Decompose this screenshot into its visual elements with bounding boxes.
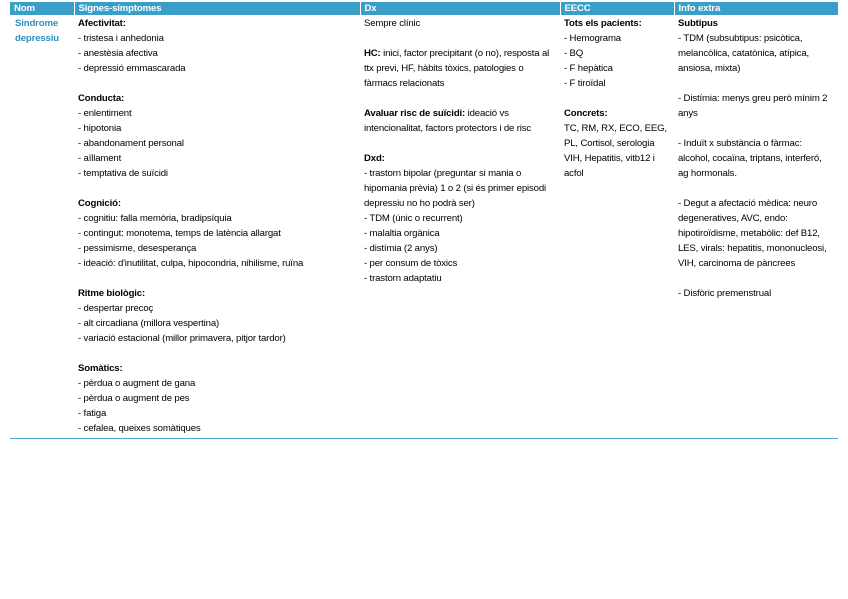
list-item: - temptativa de suïcidi	[78, 168, 168, 179]
header-nom: Nom	[10, 2, 74, 15]
list-item: - pèrdua o augment de gana	[78, 378, 196, 389]
info-distimia	[678, 91, 834, 121]
header-signes: Signes-símptomes	[74, 2, 360, 15]
list-item: - pessimisme, desesperança	[78, 243, 197, 254]
signes-conducta	[78, 91, 356, 181]
list-item: - malaltia orgànica	[364, 228, 440, 239]
list-item: - tristesa i anhedonia	[78, 33, 164, 44]
summary-table	[10, 2, 838, 439]
list-item: - cefalea, queixes somàtiques	[78, 423, 201, 434]
list-item: - per consum de tòxics	[364, 258, 458, 269]
info-subtipus-label: Subtipus	[678, 18, 718, 29]
table-row	[10, 15, 838, 439]
eecc-tots	[564, 16, 670, 91]
eecc-concrets-label: Concrets:	[564, 108, 608, 119]
signes-heading: Ritme biològic:	[78, 288, 146, 299]
dx-sempre-text: Sempre clínic	[364, 18, 421, 29]
header-eecc: EECC	[560, 2, 674, 15]
eecc-concrets	[564, 106, 670, 181]
document-page	[10, 2, 838, 439]
info-induit	[678, 136, 834, 181]
list-item: - F tiroïdal	[564, 78, 606, 89]
list-item: - Hemograma	[564, 33, 621, 44]
list-item: - anestèsia afectiva	[78, 48, 158, 59]
cell-nom: Síndrome depressiu	[10, 15, 74, 439]
signes-ritme-biologic	[78, 286, 356, 346]
list-item: - BQ	[564, 48, 584, 59]
list-item: - enlentiment	[78, 108, 132, 119]
cell-info	[674, 15, 838, 439]
signes-afectivitat	[78, 16, 356, 76]
signes-somatics	[78, 361, 356, 436]
info-disforic	[678, 286, 834, 301]
list-item: - contingut: monotema, temps de latència allargat	[78, 228, 281, 239]
cell-dx	[360, 15, 560, 439]
eecc-concrets-text: TC, RM, RX, ECO, EEG, PL, Cortisol, serologia VIH, Hepatitis, vitb12 i acfol	[564, 123, 667, 179]
list-item: - alt circadiana (millora vespertina)	[78, 318, 220, 329]
dx-risc-text: ideació vs intencionalitat, factors protectors i de risc	[364, 108, 532, 134]
list-item: - variació estacional (millor primavera, pitjor tardor)	[78, 333, 286, 344]
signes-heading: Cognició:	[78, 198, 121, 209]
header-info: Info extra	[674, 2, 838, 15]
signes-cognicio	[78, 196, 356, 271]
table-header-row	[10, 2, 838, 15]
cell-signes	[74, 15, 360, 439]
dx-hc-label: HC:	[364, 48, 381, 59]
dx-hc	[364, 46, 556, 91]
list-item: - ideació: d'inutilitat, culpa, hipocondria, nihilisme, ruïna	[78, 258, 304, 269]
dx-risc-label: Avaluar risc de suïcidi:	[364, 108, 466, 119]
signes-heading: Conducta:	[78, 93, 125, 104]
list-item: - pèrdua o augment de pes	[78, 393, 190, 404]
list-item: - distímia (2 anys)	[364, 243, 438, 254]
list-item: - Degut a afectació mèdica: neuro degeneratives, AVC, endo: hipotiroïdisme, metabòlic: def B12, LES, virals: hepatitis, mononucleosi, VIH, carcinoma de pàncrees	[678, 198, 827, 269]
list-item: - hipotonia	[78, 123, 122, 134]
info-tdm	[678, 16, 834, 76]
list-item: - TDM (únic o recurrent)	[364, 213, 463, 224]
eecc-tots-label: Tots els pacients:	[564, 18, 642, 29]
signes-heading: Somàtics:	[78, 363, 123, 374]
list-item: - cognitiu: falla memòria, bradipsíquia	[78, 213, 232, 224]
list-item: - F hepàtica	[564, 63, 613, 74]
cell-eecc	[560, 15, 674, 439]
info-degut	[678, 196, 834, 271]
list-item: - trastorn bipolar (preguntar si mania o hipomania prèvia) 1 o 2 (si és primer episodi depressiu no ho podrà ser)	[364, 168, 547, 209]
list-item: - fatiga	[78, 408, 107, 419]
header-dx: Dx	[360, 2, 560, 15]
list-item: - Induït x substància o fàrmac: alcohol, cocaïna, triptans, interferó, ag hormonals.	[678, 138, 822, 179]
list-item: - aïllament	[78, 153, 122, 164]
list-item: - despertar precoç	[78, 303, 154, 314]
list-item: - Distímia: menys greu però mínim 2 anys	[678, 93, 828, 119]
list-item: - trastorn adaptatiu	[364, 273, 442, 284]
list-item: - abandonament personal	[78, 138, 184, 149]
list-item: - TDM (subsubtipus: psicòtica, melancòlica, catatònica, atípica, ansiosa, mixta)	[678, 33, 810, 74]
signes-heading: Afectivitat:	[78, 18, 126, 29]
dx-sempre	[364, 16, 556, 31]
dx-hc-text: inici, factor precipitant (o no), resposta al ttx previ, HF, hàbits tòxics, patologies o fàrmacs relacionats	[364, 48, 550, 89]
dx-risc	[364, 106, 556, 136]
dx-dxd	[364, 151, 556, 286]
dx-dxd-label: Dxd:	[364, 153, 385, 164]
list-item: - depressió emmascarada	[78, 63, 186, 74]
list-item: - Disfòric premenstrual	[678, 288, 772, 299]
